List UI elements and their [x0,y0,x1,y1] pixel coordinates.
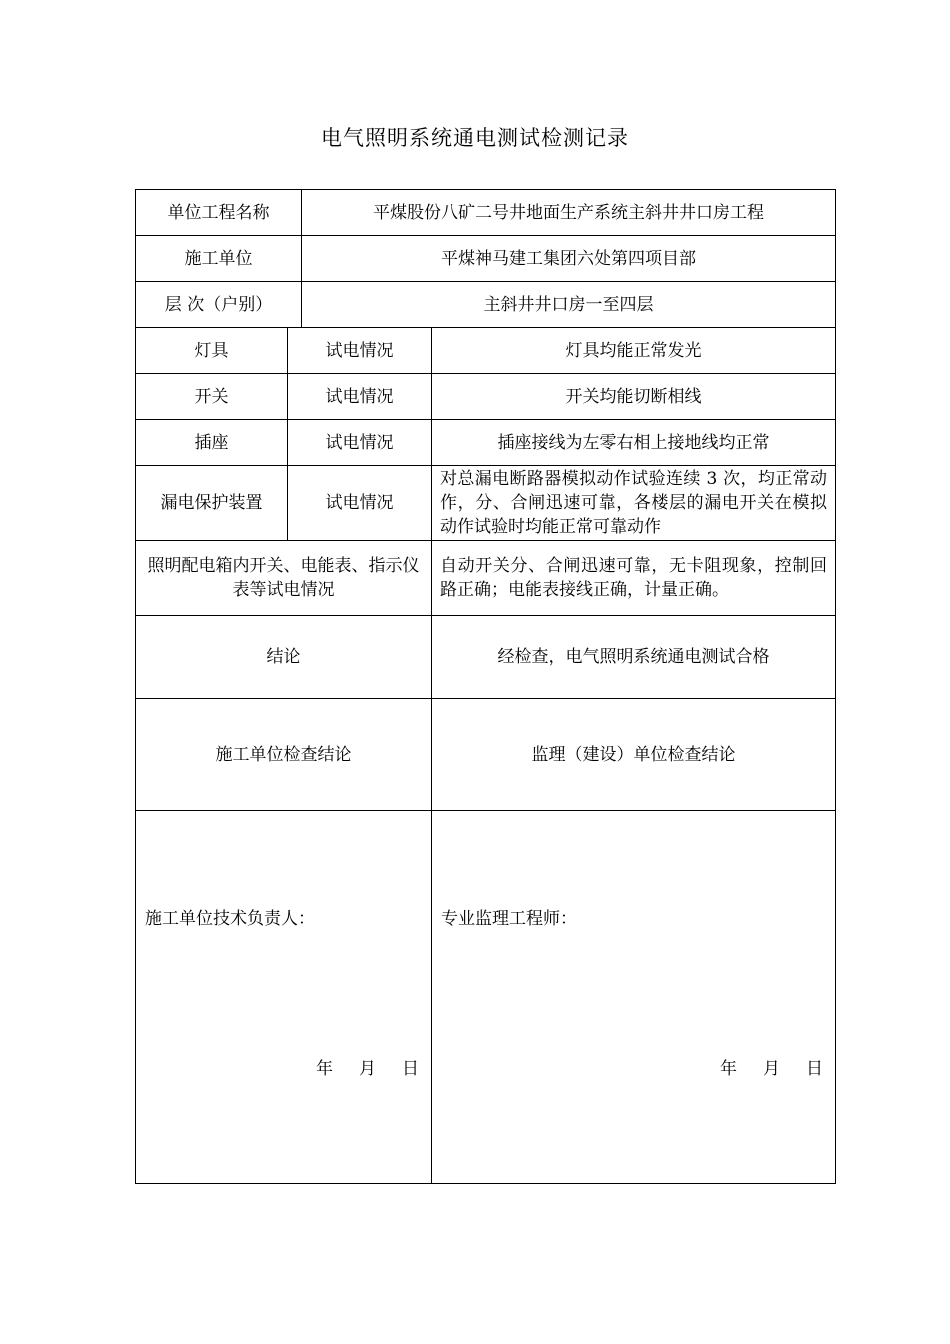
switch-test: 试电情况 [288,374,432,420]
row-signatures [136,811,836,1184]
floor-value: 主斜井井口房一至四层 [302,282,836,328]
contractor-value: 平煤神马建工集团六处第四项目部 [302,236,836,282]
supervisor-signature-cell [432,811,836,1184]
rcd-test: 试电情况 [288,466,432,541]
rcd-label: 漏电保护装置 [136,466,288,541]
socket-test: 试电情况 [288,420,432,466]
floor-label: 层 次（户别） [136,282,302,328]
project-name-value: 平煤股份八矿二号井地面生产系统主斜井井口房工程 [302,190,836,236]
row-lamps [136,328,836,374]
contractor-date [316,1057,419,1081]
panel-result: 自动开关分、合闸迅速可靠，无卡阻现象，控制回路正确；电能表接线正确，计量正确。 [432,541,836,616]
supervisor-date [720,1057,823,1081]
row-project-name [136,190,836,236]
conclusion-value: 经检查，电气照明系统通电测试合格 [432,616,836,699]
row-rcd [136,466,836,541]
contractor-signature-cell [136,811,432,1184]
contractor-label: 施工单位 [136,236,302,282]
inspection-record-table [135,189,836,1184]
day-label: 日 [402,1059,419,1079]
switch-result: 开关均能切断相线 [432,374,836,420]
project-name-label: 单位工程名称 [136,190,302,236]
lamps-result: 灯具均能正常发光 [432,328,836,374]
contractor-signer-label: 施工单位技术负责人： [145,909,315,929]
year-label: 年 [316,1059,333,1079]
socket-result: 插座接线为左零右相上接地线均正常 [432,420,836,466]
contractor-check-label: 施工单位检查结论 [136,699,432,811]
day-label: 日 [806,1059,823,1079]
row-check-headers [136,699,836,811]
month-label: 月 [359,1059,376,1079]
row-conclusion [136,616,836,699]
month-label: 月 [763,1059,780,1079]
switch-label: 开关 [136,374,288,420]
document-title: 电气照明系统通电测试检测记录 [321,126,629,150]
supervisor-check-label: 监理（建设）单位检查结论 [432,699,836,811]
socket-label: 插座 [136,420,288,466]
row-contractor [136,236,836,282]
row-socket [136,420,836,466]
conclusion-label: 结论 [136,616,432,699]
year-label: 年 [720,1059,737,1079]
supervisor-signer-label: 专业监理工程师： [441,909,577,929]
rcd-result: 对总漏电断路器模拟动作试验连续 3 次，均正常动作，分、合闸迅速可靠，各楼层的漏电开关在模拟动作试验时均能正常可靠动作 [432,466,836,541]
row-floor [136,282,836,328]
lamps-label: 灯具 [136,328,288,374]
row-switch [136,374,836,420]
panel-label: 照明配电箱内开关、电能表、指示仪表等试电情况 [136,541,432,616]
row-panel [136,541,836,616]
lamps-test: 试电情况 [288,328,432,374]
